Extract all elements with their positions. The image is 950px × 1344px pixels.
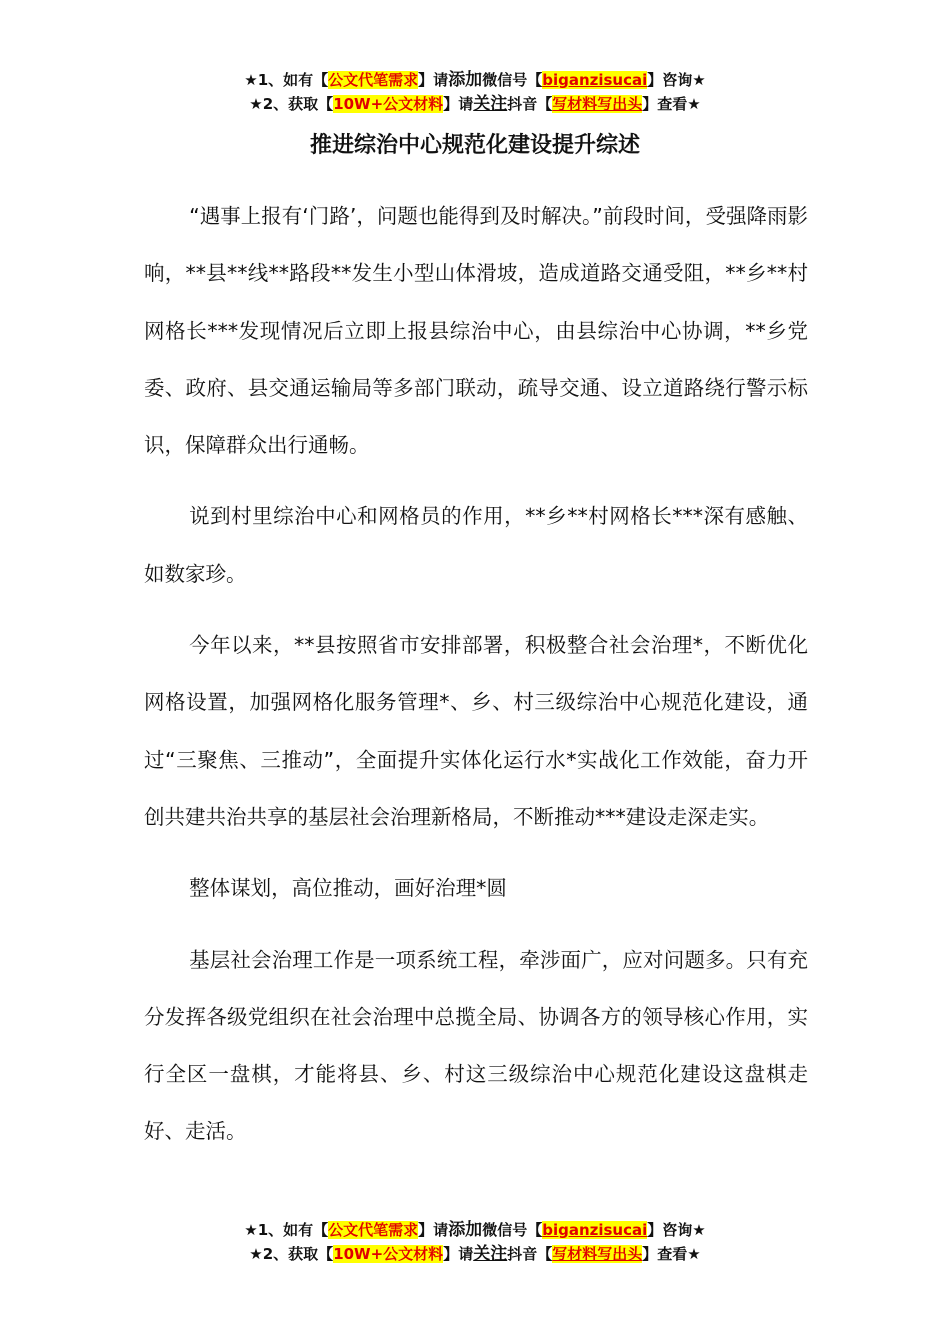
banner-wechat-id: biganzisucai [542,1221,648,1239]
paragraph: “遇事上报有‘门路’，问题也能得到及时解决。”前段时间，受强降雨影响，**县**线**路段**发生小型山体滑坡，造成道路交通受阻，**乡**村网格长***发现情况后立即上报县综治中心，由县综治中心协调，**乡党委、政府、县交通运输局等多部门联动，疏导交通、设立道路绕行警示标识，保障群众出行通畅。 [144,204,808,458]
footer-banner [0,1218,950,1266]
section-heading: 整体谋划，高位推动，画好治理*圆 [189,876,507,901]
banner-text: 】请 [443,95,474,113]
banner-wechat-id: biganzisucai [542,71,648,89]
banner-text: 】查看★ [642,95,701,113]
banner-text: 】请 [418,1221,449,1239]
banner-text: 】查看★ [642,1245,701,1263]
banner-text: 】请 [418,71,449,89]
document-title: 推进综治中心规范化建设提升综述 [309,133,640,158]
banner-douyin-id: 写材料写出头 [552,95,643,113]
banner-line-2 [0,1242,950,1266]
banner-text: 】咨询★ [647,1221,706,1239]
paragraph: 今年以来，**县按照省市安排部署，积极整合社会治理*，不断优化网格设置，加强网格化服务管理*、乡、村三级综治中心规范化建设，通过“三聚焦、三推动”，全面提升实体化运行水*实战化工作效能，奋力开创共建共治共享的基层社会治理新格局，不断推动***建设走深走实。 [144,633,808,829]
banner-text: 添加 [448,70,483,90]
banner-text: 关注 [473,94,508,114]
banner-text: 关注 [473,1244,508,1264]
banner-text: 】咨询★ [647,71,706,89]
paragraph: 基层社会治理工作是一项系统工程，牵涉面广，应对问题多。只有充分发挥各级党组织在社会治理中总揽全局、协调各方的领导核心作用，实行全区一盘棋，才能将县、乡、村这三级综治中心规范化建设这盘棋走好、走活。 [144,947,808,1144]
banner-highlight: 公文代笔需求 [328,1221,419,1239]
banner-text: 】请 [443,1245,474,1263]
banner-text: 微信号【 [482,1221,543,1239]
banner-text: 抖音【 [507,95,553,113]
banner-highlight: 公文代笔需求 [328,71,419,89]
banner-highlight: 10W+公文材料 [333,1245,444,1263]
banner-text: ★1、如有【 [244,71,329,89]
banner-douyin-id: 写材料写出头 [552,1245,643,1263]
paragraph: 说到村里综治中心和网格员的作用，**乡**村网格长***深有感触、如数家珍。 [144,504,808,586]
banner-highlight: 10W+公文材料 [333,95,444,113]
banner-line-2 [0,92,950,116]
banner-text: ★1、如有【 [244,1221,329,1239]
banner-text: 微信号【 [482,71,543,89]
banner-text: 抖音【 [507,1245,553,1263]
banner-line-1 [0,1218,950,1242]
document-body [144,188,808,1175]
banner-line-1 [0,68,950,92]
banner-text: 添加 [448,1220,483,1240]
banner-text: ★2、获取【 [249,95,334,113]
banner-text: ★2、获取【 [249,1245,334,1263]
header-banner [0,68,950,116]
